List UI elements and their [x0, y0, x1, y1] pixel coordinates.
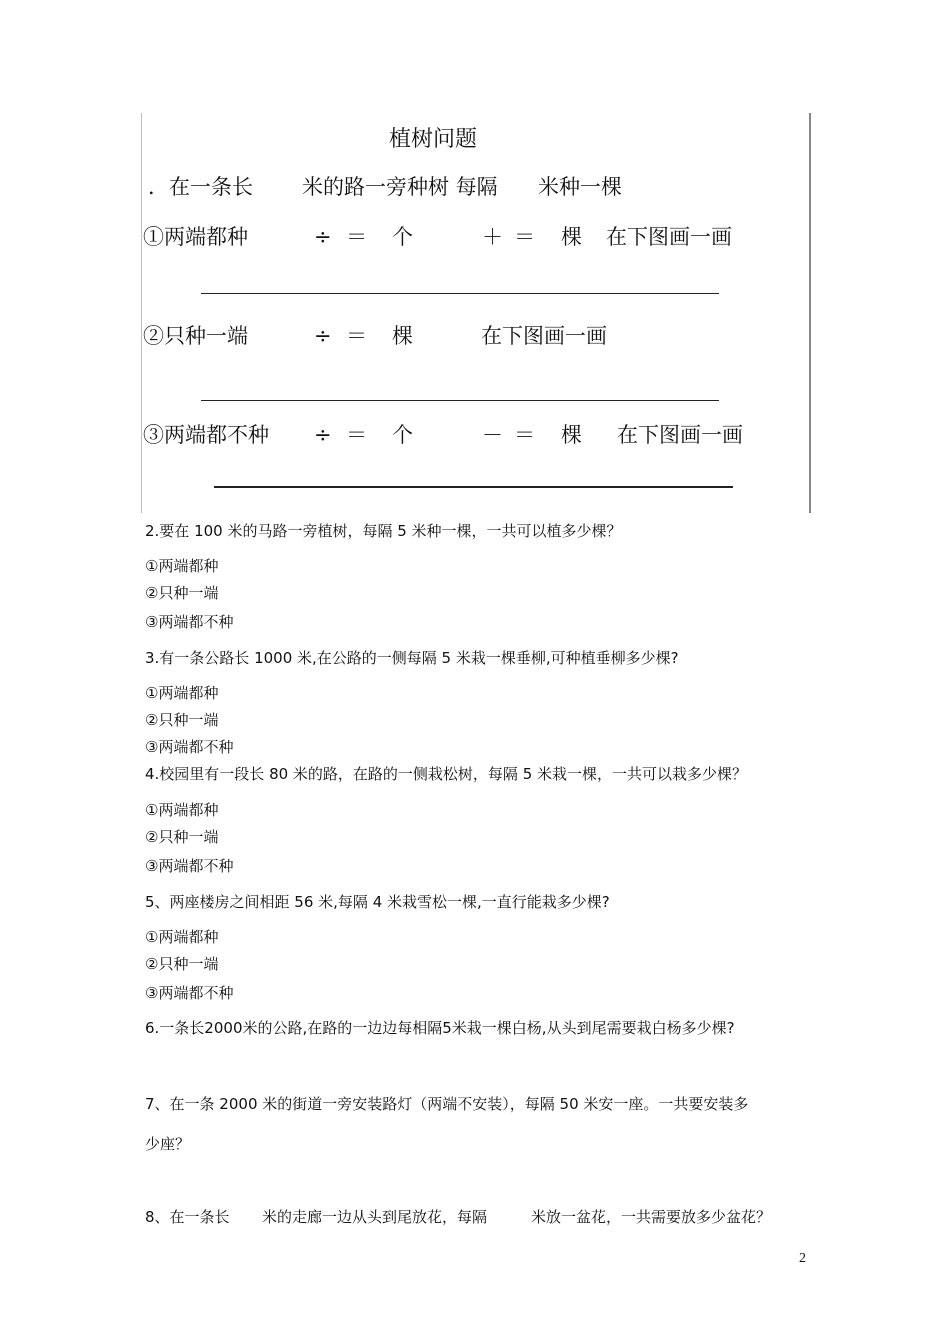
row1-equals-2: ＝ [514, 225, 535, 249]
question-7-line-2: 少座？ [145, 1135, 191, 1153]
row3-equals: ＝ [346, 423, 367, 447]
row1-plus: ＋ [482, 225, 503, 249]
intro-mid: 米的路一旁种树 每隔 [302, 175, 498, 199]
q5-option-none: ③两端都不种 [145, 984, 234, 1002]
q3-option-both: ①两端都种 [145, 684, 219, 702]
question-8-part-1: 8、在一条长 [145, 1208, 230, 1226]
row1-label: ①两端都种 [143, 225, 248, 249]
question-6: 6.一条长2000米的公路,在路的一边边每相隔5米栽一棵白杨,从头到尾需要栽白杨多少棵? [145, 1019, 735, 1037]
question-8-part-3: 米放一盆花，一共需要放多少盆花？ [531, 1208, 772, 1226]
row1-ke: 棵 [561, 225, 582, 249]
row3-equals-2: ＝ [514, 423, 535, 447]
question-7-line-1: 7、在一条 2000 米的街道一旁安装路灯（两端不安装），每隔 50 米安一座。一共要安装多 [145, 1095, 749, 1113]
page-title: 植树问题 [389, 127, 478, 152]
q4-option-both: ①两端都种 [145, 801, 219, 819]
row1-divide: ÷ [314, 225, 332, 249]
question-8-part-2: 米的走廊一边从头到尾放花，每隔 [262, 1208, 488, 1226]
row3-divide: ÷ [314, 423, 332, 447]
q3-option-one: ②只种一端 [145, 711, 219, 729]
intro-suffix: 米种一棵 [538, 175, 622, 199]
row3-minus: － [482, 423, 503, 447]
row1-draw: 在下图画一画 [606, 225, 732, 249]
q5-option-both: ①两端都种 [145, 928, 219, 946]
q4-option-one: ②只种一端 [145, 828, 219, 846]
row2-equals: ＝ [346, 324, 367, 348]
row3-label: ③两端都不种 [143, 423, 269, 447]
box-left-border [141, 113, 142, 513]
row3-ge: 个 [392, 423, 413, 447]
question-4: 4.校园里有一段长 80 米的路，在路的一侧栽松树，每隔 5 米栽一棵，一共可以栽多少棵？ [145, 765, 748, 783]
row3-draw: 在下图画一画 [617, 423, 743, 447]
page-number: 2 [799, 1251, 806, 1266]
q3-option-none: ③两端都不种 [145, 738, 234, 756]
q2-option-one: ②只种一端 [145, 584, 219, 602]
row2-divide: ÷ [314, 324, 332, 348]
question-5: 5、两座楼房之间相距 56 米,每隔 4 米栽雪松一棵,一直行能栽多少棵? [145, 893, 610, 911]
question-2: 2.要在 100 米的马路一旁植树，每隔 5 米种一棵，一共可以植多少棵？ [145, 522, 622, 540]
row2-drawing-line [201, 400, 719, 401]
q4-option-none: ③两端都不种 [145, 857, 234, 875]
row1-ge: 个 [392, 225, 413, 249]
box-right-border [809, 113, 811, 513]
row2-draw: 在下图画一画 [481, 324, 607, 348]
row2-label: ②只种一端 [143, 324, 248, 348]
q2-option-none: ③两端都不种 [145, 613, 234, 631]
q5-option-one: ②只种一端 [145, 955, 219, 973]
row3-drawing-line [214, 486, 733, 488]
row3-ke: 棵 [561, 423, 582, 447]
row1-equals: ＝ [346, 225, 367, 249]
intro-prefix: ．在一条长 [148, 175, 253, 199]
question-3: 3.有一条公路长 1000 米,在公路的一侧每隔 5 米栽一棵垂柳,可种植垂柳多少棵? [145, 649, 679, 667]
q2-option-both: ①两端都种 [145, 557, 219, 575]
row2-ke: 棵 [392, 324, 413, 348]
row1-drawing-line [201, 293, 719, 294]
